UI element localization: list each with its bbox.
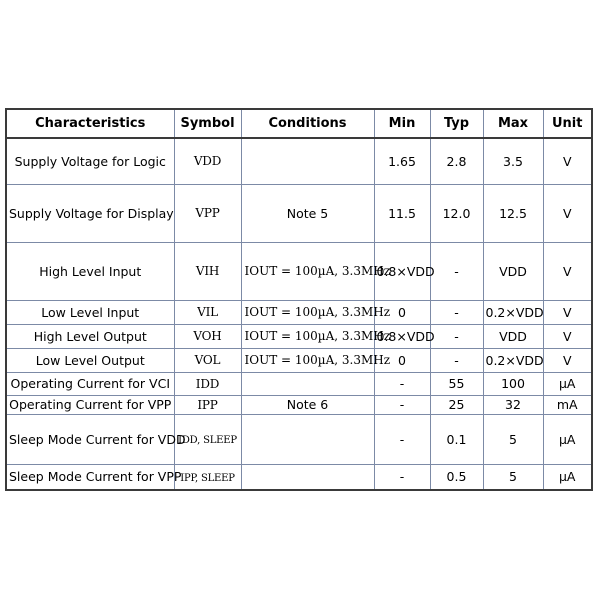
characteristic-cell: High Level Input: [6, 242, 174, 300]
characteristic-cell: Sleep Mode Current for VDD: [6, 414, 174, 464]
conditions-cell: Note 5: [241, 184, 374, 242]
table-row: [6, 414, 592, 464]
symbol-cell: IDD, SLEEP: [174, 414, 241, 464]
unit-cell: V: [543, 184, 592, 242]
max-cell: 0.2×VDD: [483, 348, 543, 372]
header-min: Min: [374, 109, 430, 138]
header-conditions: Conditions: [241, 109, 374, 138]
typ-cell: -: [430, 300, 483, 324]
table-row: [6, 348, 592, 372]
typ-cell: 0.5: [430, 464, 483, 490]
table-row: [6, 324, 592, 348]
typ-cell: -: [430, 242, 483, 300]
conditions-cell: [241, 372, 374, 395]
header-unit: Unit: [543, 109, 592, 138]
unit-cell: µA: [543, 372, 592, 395]
typ-cell: 55: [430, 372, 483, 395]
table-row: [6, 300, 592, 324]
max-cell: VDD: [483, 324, 543, 348]
characteristic-cell: Supply Voltage for Logic: [6, 138, 174, 184]
unit-cell: V: [543, 348, 592, 372]
header-row: [6, 109, 592, 138]
conditions-cell: IOUT = 100µA, 3.3MHz: [241, 300, 374, 324]
characteristic-cell: Operating Current for VCI: [6, 372, 174, 395]
min-cell: 0: [374, 348, 430, 372]
symbol-cell: VOL: [174, 348, 241, 372]
typ-cell: 0.1: [430, 414, 483, 464]
conditions-cell: [241, 464, 374, 490]
max-cell: 12.5: [483, 184, 543, 242]
symbol-cell: VIL: [174, 300, 241, 324]
min-cell: 11.5: [374, 184, 430, 242]
unit-cell: V: [543, 300, 592, 324]
unit-cell: V: [543, 324, 592, 348]
max-cell: 5: [483, 464, 543, 490]
min-cell: -: [374, 414, 430, 464]
conditions-cell: IOUT = 100µA, 3.3MHz: [241, 348, 374, 372]
typ-cell: -: [430, 348, 483, 372]
min-cell: -: [374, 395, 430, 414]
symbol-cell: VIH: [174, 242, 241, 300]
typ-cell: 12.0: [430, 184, 483, 242]
symbol-cell: VOH: [174, 324, 241, 348]
unit-cell: V: [543, 138, 592, 184]
unit-cell: V: [543, 242, 592, 300]
unit-cell: mA: [543, 395, 592, 414]
unit-cell: µA: [543, 414, 592, 464]
table-row: [6, 242, 592, 300]
max-cell: VDD: [483, 242, 543, 300]
table-row: [6, 184, 592, 242]
max-cell: 32: [483, 395, 543, 414]
max-cell: 0.2×VDD: [483, 300, 543, 324]
min-cell: 0.8×VDD: [374, 242, 430, 300]
characteristic-cell: Supply Voltage for Display: [6, 184, 174, 242]
max-cell: 5: [483, 414, 543, 464]
characteristic-cell: Low Level Output: [6, 348, 174, 372]
header-symbol: Symbol: [174, 109, 241, 138]
conditions-cell: Note 6: [241, 395, 374, 414]
characteristic-cell: Low Level Input: [6, 300, 174, 324]
max-cell: 100: [483, 372, 543, 395]
characteristic-cell: Sleep Mode Current for VPP: [6, 464, 174, 490]
min-cell: -: [374, 372, 430, 395]
header-characteristics: Characteristics: [6, 109, 174, 138]
typ-cell: 25: [430, 395, 483, 414]
typ-cell: 2.8: [430, 138, 483, 184]
min-cell: 1.65: [374, 138, 430, 184]
table-row: [6, 138, 592, 184]
symbol-cell: IPP, SLEEP: [174, 464, 241, 490]
max-cell: 3.5: [483, 138, 543, 184]
header-typ: Typ: [430, 109, 483, 138]
header-max: Max: [483, 109, 543, 138]
table-row: [6, 395, 592, 414]
characteristic-cell: Operating Current for VPP: [6, 395, 174, 414]
characteristic-cell: High Level Output: [6, 324, 174, 348]
min-cell: -: [374, 464, 430, 490]
symbol-cell: IPP: [174, 395, 241, 414]
unit-cell: µA: [543, 464, 592, 490]
electrical-characteristics-table: [5, 108, 593, 491]
symbol-cell: VDD: [174, 138, 241, 184]
symbol-cell: VPP: [174, 184, 241, 242]
conditions-cell: IOUT = 100µA, 3.3MHz: [241, 242, 374, 300]
min-cell: 0: [374, 300, 430, 324]
typ-cell: -: [430, 324, 483, 348]
table-row: [6, 372, 592, 395]
conditions-cell: IOUT = 100µA, 3.3MHz: [241, 324, 374, 348]
table-row: [6, 464, 592, 490]
conditions-cell: [241, 138, 374, 184]
conditions-cell: [241, 414, 374, 464]
min-cell: 0.8×VDD: [374, 324, 430, 348]
symbol-cell: IDD: [174, 372, 241, 395]
